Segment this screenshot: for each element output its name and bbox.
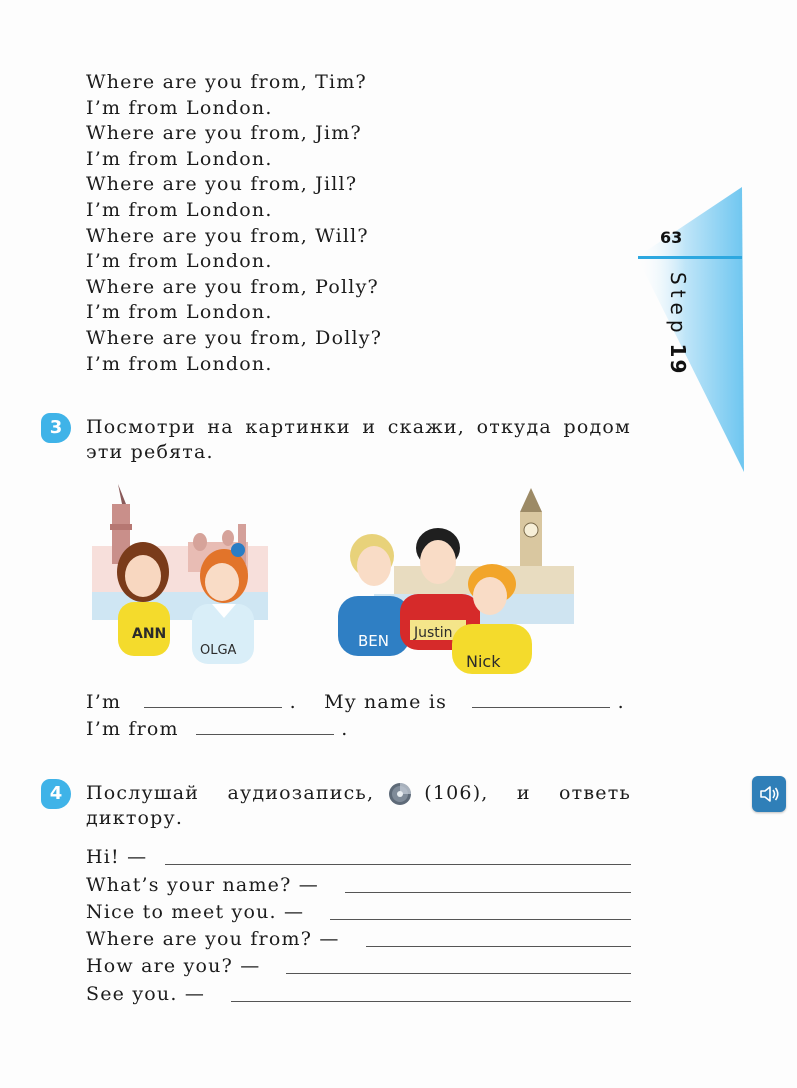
poem-line: Where are you from, Jim? — [86, 122, 362, 145]
task-3-instruction-line2: эти ребята. — [86, 441, 214, 463]
ben-shirt-label: BEN — [358, 632, 389, 650]
answer-blank[interactable] — [231, 1001, 631, 1002]
step-label — [662, 272, 692, 412]
name-blank[interactable] — [472, 693, 610, 708]
dialog-row — [86, 953, 631, 980]
dialog-row — [86, 899, 631, 926]
ann-shirt-label: ANN — [132, 626, 167, 642]
country-blank[interactable] — [144, 693, 282, 708]
dialog-row — [86, 844, 631, 871]
step-number: 19 — [666, 343, 690, 376]
task-4-instruction-part2: и ответь — [516, 782, 631, 804]
poem-line: Where are you from, Jill? — [86, 173, 358, 196]
poem-line: I’m from London. — [86, 301, 273, 324]
dialog-row — [86, 926, 631, 953]
im-text: I’m — [86, 691, 122, 713]
task-4-dialog — [86, 844, 631, 1008]
olga-shirt-label: OLGA — [200, 643, 237, 658]
speaker-icon — [752, 776, 786, 812]
poem-line: Where are you from, Dolly? — [86, 326, 383, 349]
moscow-girls-illustration — [88, 484, 278, 674]
answer-blank[interactable] — [165, 864, 631, 865]
dialog-prompt: What’s your name? — — [86, 873, 319, 896]
task-3-marker: 3 — [41, 413, 71, 443]
my-name-is-text: My name is — [324, 691, 448, 713]
poem-line: I’m from London. — [86, 198, 273, 221]
page-number: 63 — [660, 228, 683, 247]
page-corner-decoration — [637, 182, 747, 472]
track-number: (106), — [424, 782, 489, 804]
answer-blank[interactable] — [366, 946, 631, 947]
dialog-prompt: Hi! — — [86, 846, 148, 869]
task-4-instruction-line2: диктору. — [86, 807, 184, 829]
task-3-sentence-1 — [86, 688, 631, 716]
cd-icon[interactable] — [388, 782, 412, 806]
poem-line: Where are you from, Polly? — [86, 275, 379, 298]
task-3-sentence-2 — [86, 715, 349, 743]
dialog-row — [86, 871, 631, 898]
poem-line: I’m from London. — [86, 352, 273, 375]
task-3-instruction — [86, 415, 631, 465]
poem-line: I’m from London. — [86, 250, 273, 273]
task-4-instruction — [86, 781, 631, 831]
answer-blank[interactable] — [286, 973, 631, 974]
dialog-prompt: Where are you from? — — [86, 928, 340, 951]
dialog-prompt: Nice to meet you. — — [86, 900, 305, 923]
dialog-row — [86, 980, 631, 1007]
nick-shirt-label: Nick — [466, 652, 501, 671]
poem-line: I’m from London. — [86, 147, 273, 170]
task-4-instruction-part1: Послушай аудиозапись, — [86, 782, 375, 804]
period: . — [289, 691, 297, 713]
london-boys-illustration — [334, 484, 582, 676]
answer-blank[interactable] — [345, 892, 631, 893]
poem-line: Where are you from, Tim? — [86, 71, 367, 93]
period: . — [617, 691, 625, 713]
poem-line: Where are you from, Will? — [86, 224, 369, 247]
period: . — [341, 718, 349, 740]
page-divider — [638, 256, 742, 259]
task-4-marker: 4 — [41, 779, 71, 809]
poem-line: I’m from London. — [86, 96, 273, 119]
step-word: Step — [666, 272, 690, 338]
city-blank[interactable] — [196, 720, 334, 735]
audio-play-button[interactable] — [752, 776, 786, 812]
task-3-instruction-line1: Посмотри на картинки и скажи, откуда родом — [86, 416, 631, 438]
poem — [86, 70, 382, 377]
answer-blank[interactable] — [330, 919, 631, 920]
dialog-prompt: How are you? — — [86, 955, 261, 978]
justin-shirt-label: Justin — [414, 625, 453, 641]
im-from-text: I’m from — [86, 718, 179, 740]
dialog-prompt: See you. — — [86, 982, 206, 1005]
